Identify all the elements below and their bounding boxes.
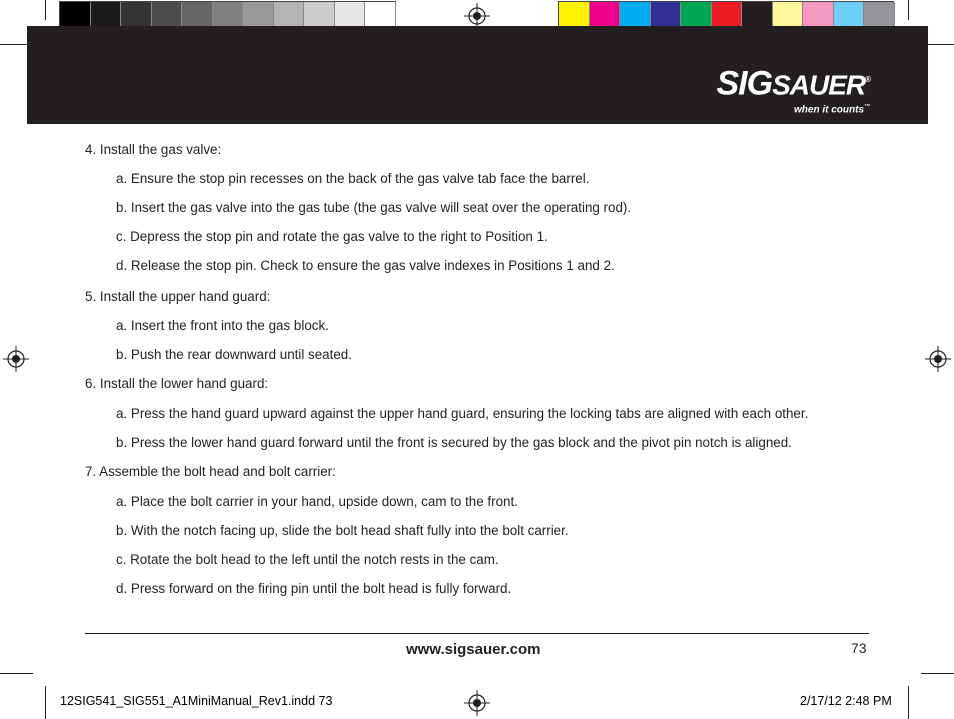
crop-mark-bottom-left-h	[0, 673, 33, 674]
step-substep: a. Press the hand guard upward against the upper hand guard, ensuring the locking tabs are aligned with each other.	[116, 406, 809, 421]
crop-mark-bottom-right-h	[921, 673, 954, 674]
step-heading: 6. Install the lower hand guard:	[85, 376, 269, 391]
page-number: 73	[851, 640, 867, 656]
crop-mark-top-right-v	[908, 0, 909, 20]
footer-rule	[85, 633, 869, 634]
step-substep: b. With the notch facing up, slide the bolt head shaft fully into the bolt carrier.	[116, 523, 569, 538]
step-substep: c. Rotate the bolt head to the left until the notch rests in the cam.	[116, 552, 499, 567]
crop-mark-top-left-v	[45, 0, 46, 20]
step-substep: d. Press forward on the firing pin until the bolt head is fully forward.	[116, 581, 512, 596]
step-substep: a. Insert the front into the gas block.	[116, 318, 329, 333]
crop-mark-bottom-left-v	[45, 686, 46, 719]
step-substep: b. Push the rear downward until seated.	[116, 347, 352, 362]
step-substep: a. Place the bolt carrier in your hand, upside down, cam to the front.	[116, 494, 518, 509]
logo-tagline-text: when it counts	[794, 104, 864, 116]
logo-trademark: ™	[864, 104, 870, 111]
registration-mark-bottom	[464, 690, 490, 716]
crop-mark-bottom-right-v	[908, 686, 909, 719]
logo-wordmark	[717, 64, 871, 101]
step-heading: 5. Install the upper hand guard:	[85, 289, 271, 304]
sig-sauer-logo	[717, 64, 871, 117]
footer-url[interactable]: www.sigsauer.com	[406, 641, 541, 658]
logo-sauer: SAUER	[772, 69, 866, 101]
registration-mark-left	[3, 346, 29, 372]
slug-date: 2/17/12 2:48 PM	[800, 694, 892, 708]
logo-tagline	[717, 101, 871, 116]
logo-registered-mark: ®	[865, 75, 870, 84]
slug-filename: 12SIG541_SIG551_A1MiniManual_Rev1.indd 73	[60, 694, 333, 708]
header-band	[27, 26, 928, 124]
step-substep: d. Release the stop pin. Check to ensure the gas valve indexes in Positions 1 and 2.	[116, 258, 615, 273]
logo-sig: SIG	[716, 64, 773, 103]
step-heading: 7. Assemble the bolt head and bolt carrier:	[85, 464, 336, 479]
step-substep: b. Insert the gas valve into the gas tube (the gas valve will seat over the operating rod).	[116, 200, 632, 215]
step-heading: 4. Install the gas valve:	[85, 142, 222, 157]
step-substep: b. Press the lower hand guard forward until the front is secured by the gas block and the pivot pin notch is aligned.	[116, 435, 792, 450]
step-substep: a. Ensure the stop pin recesses on the back of the gas valve tab face the barrel.	[116, 171, 590, 186]
step-substep: c. Depress the stop pin and rotate the gas valve to the right to Position 1.	[116, 229, 548, 244]
registration-mark-right	[925, 346, 951, 372]
